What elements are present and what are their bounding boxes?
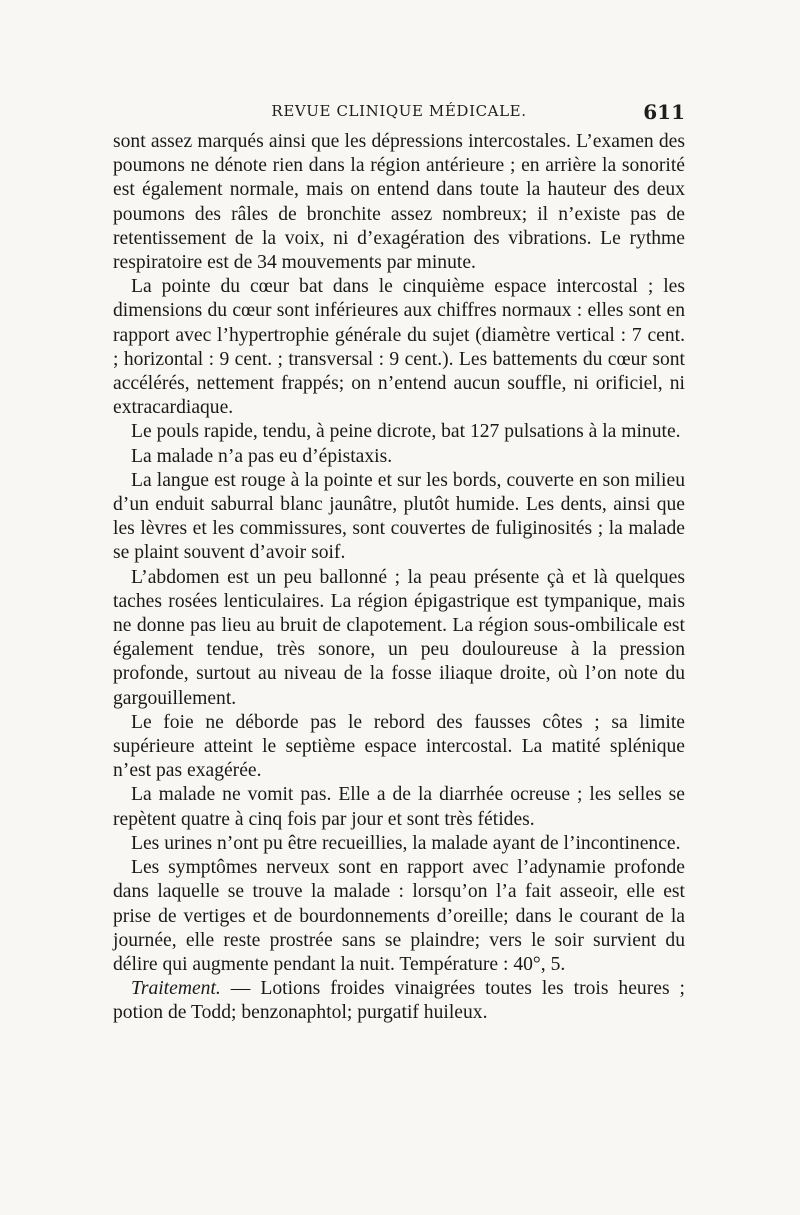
running-head <box>113 100 685 126</box>
paragraph-abdomen: L’abdomen est un peu ballonné ; la peau présente çà et là quelques taches rosées lenticulaires. La région épigastrique est tympanique, mais ne donne pas lieu au bruit de clapotement. La région sous-ombilicale est également tendue, très sonore, un peu douloureuse à la pression profonde, surtout au niveau de la fosse iliaque droite, où l’on note du gargouillement. <box>113 566 685 709</box>
paragraph-digestion: La malade ne vomit pas. Elle a de la diarrhée ocreuse ; les selles se repètent quatre à cinq fois par jour et sont très fétides. <box>113 784 685 830</box>
body-text <box>113 130 685 1026</box>
treatment-label: Traitement. <box>131 978 221 1000</box>
paragraph-lungs: sont assez marqués ainsi que les dépressions intercostales. L’examen des poumons ne dénote rien dans la région antérieure ; en arrière la sonorité est également normale, mais on entend dans toute la hauteur des deux poumons des râles de bronchite assez nombreux; il n’existe pas de retentissement de la voix, ni d’exagération des vibrations. Le rythme respiratoire est de 34 mouvements par minute. <box>113 131 685 274</box>
running-title: REVUE CLINIQUE MÉDICALE. <box>271 102 527 120</box>
paragraph-epistaxis: La malade n’a pas eu d’épistaxis. <box>131 445 393 467</box>
paragraph-nervous-symptoms: Les symptômes nerveux sont en rapport avec l’adynamie profonde dans laquelle se trouve la malade : lorsqu’on l’a fait asseoir, elle est prise de vertiges et de bourdonnements d’oreille; dans le courant de la journée, elle reste prostrée sans se plaindre; vers le soir survient du délire qui augmente pendant la nuit. Température : 40°, 5. <box>113 857 685 975</box>
paragraph-heart: La pointe du cœur bat dans le cinquième espace intercostal ; les dimensions du cœur sont inférieures aux chiffres normaux : elles sont en rapport avec l’hypertrophie générale du sujet (diamètre vertical : 7 cent. ; horizontal : 9 cent. ; transversal : 9 cent.). Les battements du cœur sont accélérés, nettement frappés; on n’entend aucun souffle, ni orificiel, ni extracardiaque. <box>113 276 685 419</box>
page-number: 611 <box>643 100 685 124</box>
paragraph-pulse: Le pouls rapide, tendu, à peine dicrote, bat 127 pulsations à la minute. <box>131 421 681 443</box>
paragraph-tongue: La langue est rouge à la pointe et sur les bords, couverte en son milieu d’un enduit saburral blanc jaunâtre, plutôt humide. Les dents, ainsi que les lèvres et les commissures, sont couvertes de fuliginosités ; la malade se plaint souvent d’avoir soif. <box>113 469 685 564</box>
paragraph-treatment <box>113 977 685 1025</box>
treatment-text: — Lotions froides vinaigrées toutes les trois heures ; potion de Todd; benzonaphtol; purgatif huileux. <box>113 978 685 1024</box>
paragraph-liver: Le foie ne déborde pas le rebord des fausses côtes ; sa limite supérieure atteint le septième espace intercostal. La matité splénique n’est pas exagérée. <box>113 711 685 782</box>
paragraph-urine: Les urines n’ont pu être recueillies, la malade ayant de l’incontinence. <box>131 832 681 854</box>
